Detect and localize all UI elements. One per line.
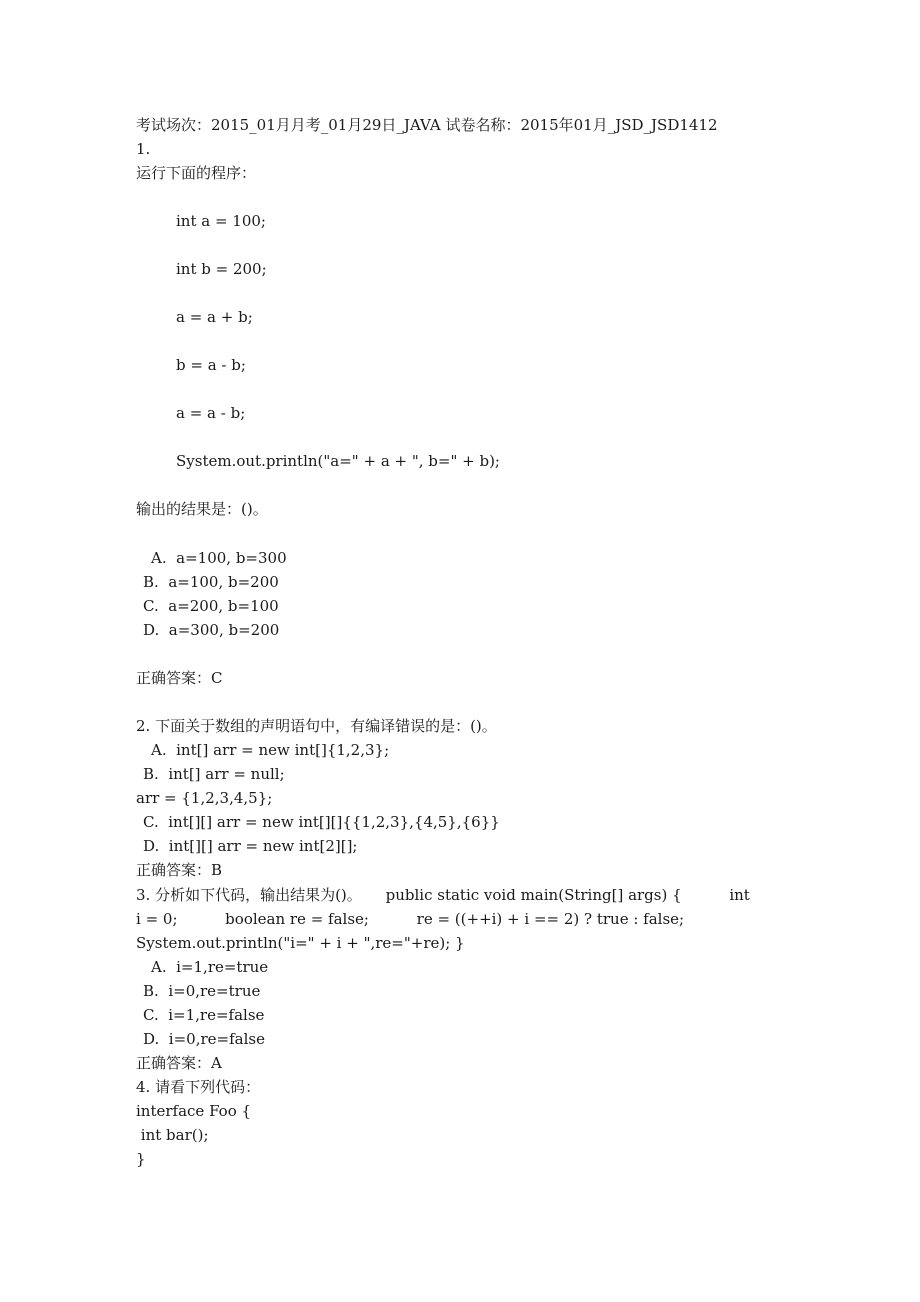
q1-answer: 正确答案：C bbox=[136, 669, 223, 687]
q1-code-line: int a = 100; bbox=[176, 212, 266, 230]
q1-option-b: B. a=100, b=200 bbox=[143, 573, 279, 591]
q3-option-d: D. i=0,re=false bbox=[143, 1030, 265, 1048]
q2-option-b-cont: arr = {1,2,3,4,5}; bbox=[136, 789, 273, 807]
q3-answer: 正确答案：A bbox=[136, 1054, 222, 1072]
q2-option-a: A. int[] arr = new int[]{1,2,3}; bbox=[151, 741, 390, 759]
q1-option-a: A. a=100, b=300 bbox=[151, 549, 287, 567]
q2-option-c: C. int[][] arr = new int[][]{{1,2,3},{4,5},{6}} bbox=[143, 813, 500, 831]
q1-option-c: C. a=200, b=100 bbox=[143, 597, 279, 615]
q2-option-d: D. int[][] arr = new int[2][]; bbox=[143, 837, 358, 855]
q1-prompt: 运行下面的程序： bbox=[136, 164, 257, 182]
q2-question: 2. 下面关于数组的声明语句中，有编译错误的是：()。 bbox=[136, 717, 497, 735]
q3-question-line: System.out.println("i=" + i + ",re="+re); } bbox=[136, 934, 465, 952]
q1-code-line: System.out.println("a=" + a + ", b=" + b); bbox=[176, 452, 500, 470]
q3-option-b: B. i=0,re=true bbox=[143, 982, 261, 1000]
exam-header: 考试场次：2015_01月月考_01月29日_JAVA 试卷名称：2015年01月_JSD_JSD1412 bbox=[136, 116, 718, 134]
q3-option-c: C. i=1,re=false bbox=[143, 1006, 265, 1024]
q4-code-line: int bar(); bbox=[136, 1126, 209, 1144]
q1-code-line: a = a + b; bbox=[176, 308, 253, 326]
q2-answer: 正确答案：B bbox=[136, 861, 223, 879]
q1-code-line: b = a - b; bbox=[176, 356, 246, 374]
q2-option-b: B. int[] arr = null; bbox=[143, 765, 285, 783]
q4-code-line: interface Foo { bbox=[136, 1102, 252, 1120]
q3-question-line: 3. 分析如下代码，输出结果为()。 public static void main(String[] args) { int bbox=[136, 886, 750, 904]
q1-number: 1. bbox=[136, 140, 151, 158]
q1-question: 输出的结果是：()。 bbox=[136, 500, 268, 518]
q1-option-d: D. a=300, b=200 bbox=[143, 621, 280, 639]
q4-code-line: } bbox=[136, 1150, 146, 1168]
q3-option-a: A. i=1,re=true bbox=[151, 958, 269, 976]
q1-code-line: a = a - b; bbox=[176, 404, 246, 422]
q1-code-line: int b = 200; bbox=[176, 260, 267, 278]
q3-question-line: i = 0; boolean re = false; re = ((++i) + i == 2) ? true : false; bbox=[136, 910, 685, 928]
q4-question: 4. 请看下列代码： bbox=[136, 1078, 261, 1096]
